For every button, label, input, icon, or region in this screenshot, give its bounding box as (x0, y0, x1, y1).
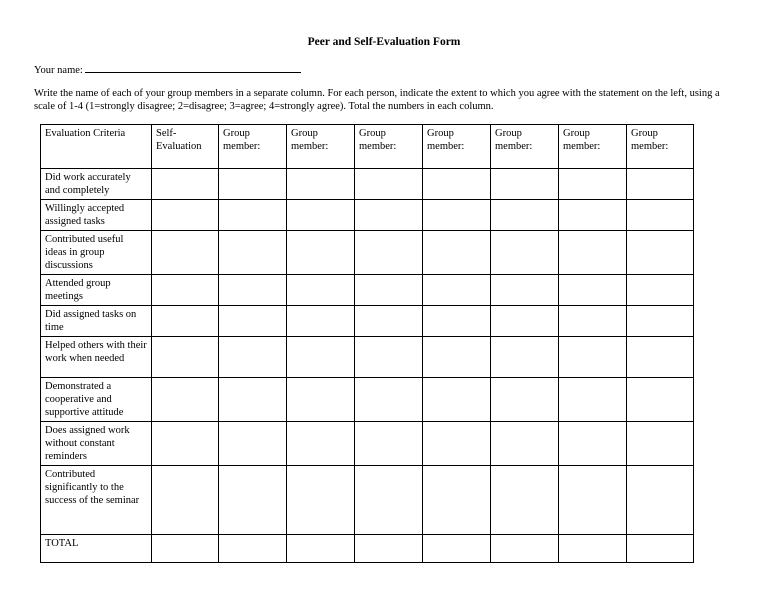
member-score-cell[interactable] (559, 535, 627, 563)
criteria-label: Helped others with their work when needed (41, 337, 152, 378)
table-row (41, 466, 694, 535)
member-score-cell[interactable] (219, 200, 287, 231)
evaluation-table (40, 124, 694, 563)
member-score-cell[interactable] (559, 466, 627, 535)
member-score-cell[interactable] (423, 535, 491, 563)
member-score-cell[interactable] (355, 231, 423, 275)
member-score-cell[interactable] (423, 275, 491, 306)
member-score-cell[interactable] (287, 231, 355, 275)
member-score-cell[interactable] (287, 466, 355, 535)
member-score-cell[interactable] (219, 231, 287, 275)
member-score-cell[interactable] (627, 378, 694, 422)
member-score-cell[interactable] (219, 275, 287, 306)
member-score-cell[interactable] (355, 275, 423, 306)
self-score-cell[interactable] (152, 535, 219, 563)
member-score-cell[interactable] (627, 169, 694, 200)
member-score-cell[interactable] (355, 535, 423, 563)
self-score-cell[interactable] (152, 200, 219, 231)
member-score-cell[interactable] (287, 422, 355, 466)
header-self-evaluation: Self-Evaluation (152, 125, 219, 169)
member-score-cell[interactable] (491, 306, 559, 337)
self-score-cell[interactable] (152, 275, 219, 306)
member-score-cell[interactable] (287, 378, 355, 422)
self-score-cell[interactable] (152, 306, 219, 337)
total-row (41, 535, 694, 563)
member-score-cell[interactable] (627, 535, 694, 563)
criteria-label: Attended group meetings (41, 275, 152, 306)
member-score-cell[interactable] (423, 422, 491, 466)
criteria-label: Demonstrated a cooperative and supportive attitude (41, 378, 152, 422)
criteria-label: Contributed significantly to the success of the seminar (41, 466, 152, 535)
member-score-cell[interactable] (287, 275, 355, 306)
member-score-cell[interactable] (423, 306, 491, 337)
member-score-cell[interactable] (287, 535, 355, 563)
criteria-label: Contributed useful ideas in group discussions (41, 231, 152, 275)
member-score-cell[interactable] (559, 275, 627, 306)
member-score-cell[interactable] (423, 466, 491, 535)
member-score-cell[interactable] (219, 306, 287, 337)
member-score-cell[interactable] (355, 422, 423, 466)
header-group-member: Group member: (423, 125, 491, 169)
self-score-cell[interactable] (152, 422, 219, 466)
member-score-cell[interactable] (287, 169, 355, 200)
member-score-cell[interactable] (627, 275, 694, 306)
member-score-cell[interactable] (627, 466, 694, 535)
member-score-cell[interactable] (559, 169, 627, 200)
member-score-cell[interactable] (423, 231, 491, 275)
form-title: Peer and Self-Evaluation Form (307, 36, 461, 48)
member-score-cell[interactable] (423, 378, 491, 422)
member-score-cell[interactable] (355, 169, 423, 200)
table-row (41, 275, 694, 306)
member-score-cell[interactable] (491, 466, 559, 535)
member-score-cell[interactable] (559, 422, 627, 466)
member-score-cell[interactable] (491, 169, 559, 200)
header-group-member: Group member: (219, 125, 287, 169)
member-score-cell[interactable] (627, 422, 694, 466)
table-row (41, 422, 694, 466)
member-score-cell[interactable] (219, 422, 287, 466)
member-score-cell[interactable] (491, 535, 559, 563)
table-row (41, 231, 694, 275)
member-score-cell[interactable] (491, 275, 559, 306)
member-score-cell[interactable] (559, 306, 627, 337)
member-score-cell[interactable] (287, 306, 355, 337)
member-score-cell[interactable] (355, 378, 423, 422)
member-score-cell[interactable] (355, 306, 423, 337)
header-group-member: Group member: (491, 125, 559, 169)
criteria-label: Willingly accepted assigned tasks (41, 200, 152, 231)
instructions: Write the name of each of your group members in a separate column. For each person, indicate the extent to which you agree with the statement on the left, using a scale of 1-4 (1=strongly disagree; 2=disagree; 3=agree; 4=strongly agree). Total the numbers in each column. (34, 88, 720, 112)
member-score-cell[interactable] (491, 200, 559, 231)
header-group-member: Group member: (559, 125, 627, 169)
member-score-cell[interactable] (287, 337, 355, 378)
member-score-cell[interactable] (491, 337, 559, 378)
header-group-member: Group member: (355, 125, 423, 169)
table-row (41, 200, 694, 231)
header-criteria: Evaluation Criteria (41, 125, 152, 169)
member-score-cell[interactable] (219, 378, 287, 422)
self-score-cell[interactable] (152, 378, 219, 422)
member-score-cell[interactable] (219, 337, 287, 378)
member-score-cell[interactable] (627, 200, 694, 231)
criteria-label: Did assigned tasks on time (41, 306, 152, 337)
member-score-cell[interactable] (491, 231, 559, 275)
member-score-cell[interactable] (627, 337, 694, 378)
name-line (34, 62, 301, 76)
name-blank (85, 62, 301, 73)
self-score-cell[interactable] (152, 169, 219, 200)
header-group-member: Group member: (627, 125, 694, 169)
criteria-label: Did work accurately and completely (41, 169, 152, 200)
criteria-label: Does assigned work without constant reminders (41, 422, 152, 466)
member-score-cell[interactable] (219, 169, 287, 200)
member-score-cell[interactable] (355, 466, 423, 535)
self-score-cell[interactable] (152, 231, 219, 275)
member-score-cell[interactable] (423, 200, 491, 231)
name-label: Your name: (34, 65, 83, 76)
member-score-cell[interactable] (627, 231, 694, 275)
member-score-cell[interactable] (559, 231, 627, 275)
member-score-cell[interactable] (491, 422, 559, 466)
total-label: TOTAL (41, 535, 152, 563)
member-score-cell[interactable] (355, 337, 423, 378)
member-score-cell[interactable] (423, 337, 491, 378)
member-score-cell[interactable] (559, 200, 627, 231)
header-group-member: Group member: (287, 125, 355, 169)
member-score-cell[interactable] (627, 306, 694, 337)
member-score-cell[interactable] (559, 337, 627, 378)
member-score-cell[interactable] (491, 378, 559, 422)
member-score-cell[interactable] (423, 169, 491, 200)
table-row (41, 169, 694, 200)
member-score-cell[interactable] (559, 378, 627, 422)
self-score-cell[interactable] (152, 466, 219, 535)
self-score-cell[interactable] (152, 337, 219, 378)
member-score-cell[interactable] (219, 535, 287, 563)
table-row (41, 337, 694, 378)
table-row (41, 378, 694, 422)
member-score-cell[interactable] (219, 466, 287, 535)
header-row (41, 125, 694, 169)
table-row (41, 306, 694, 337)
member-score-cell[interactable] (355, 200, 423, 231)
member-score-cell[interactable] (287, 200, 355, 231)
